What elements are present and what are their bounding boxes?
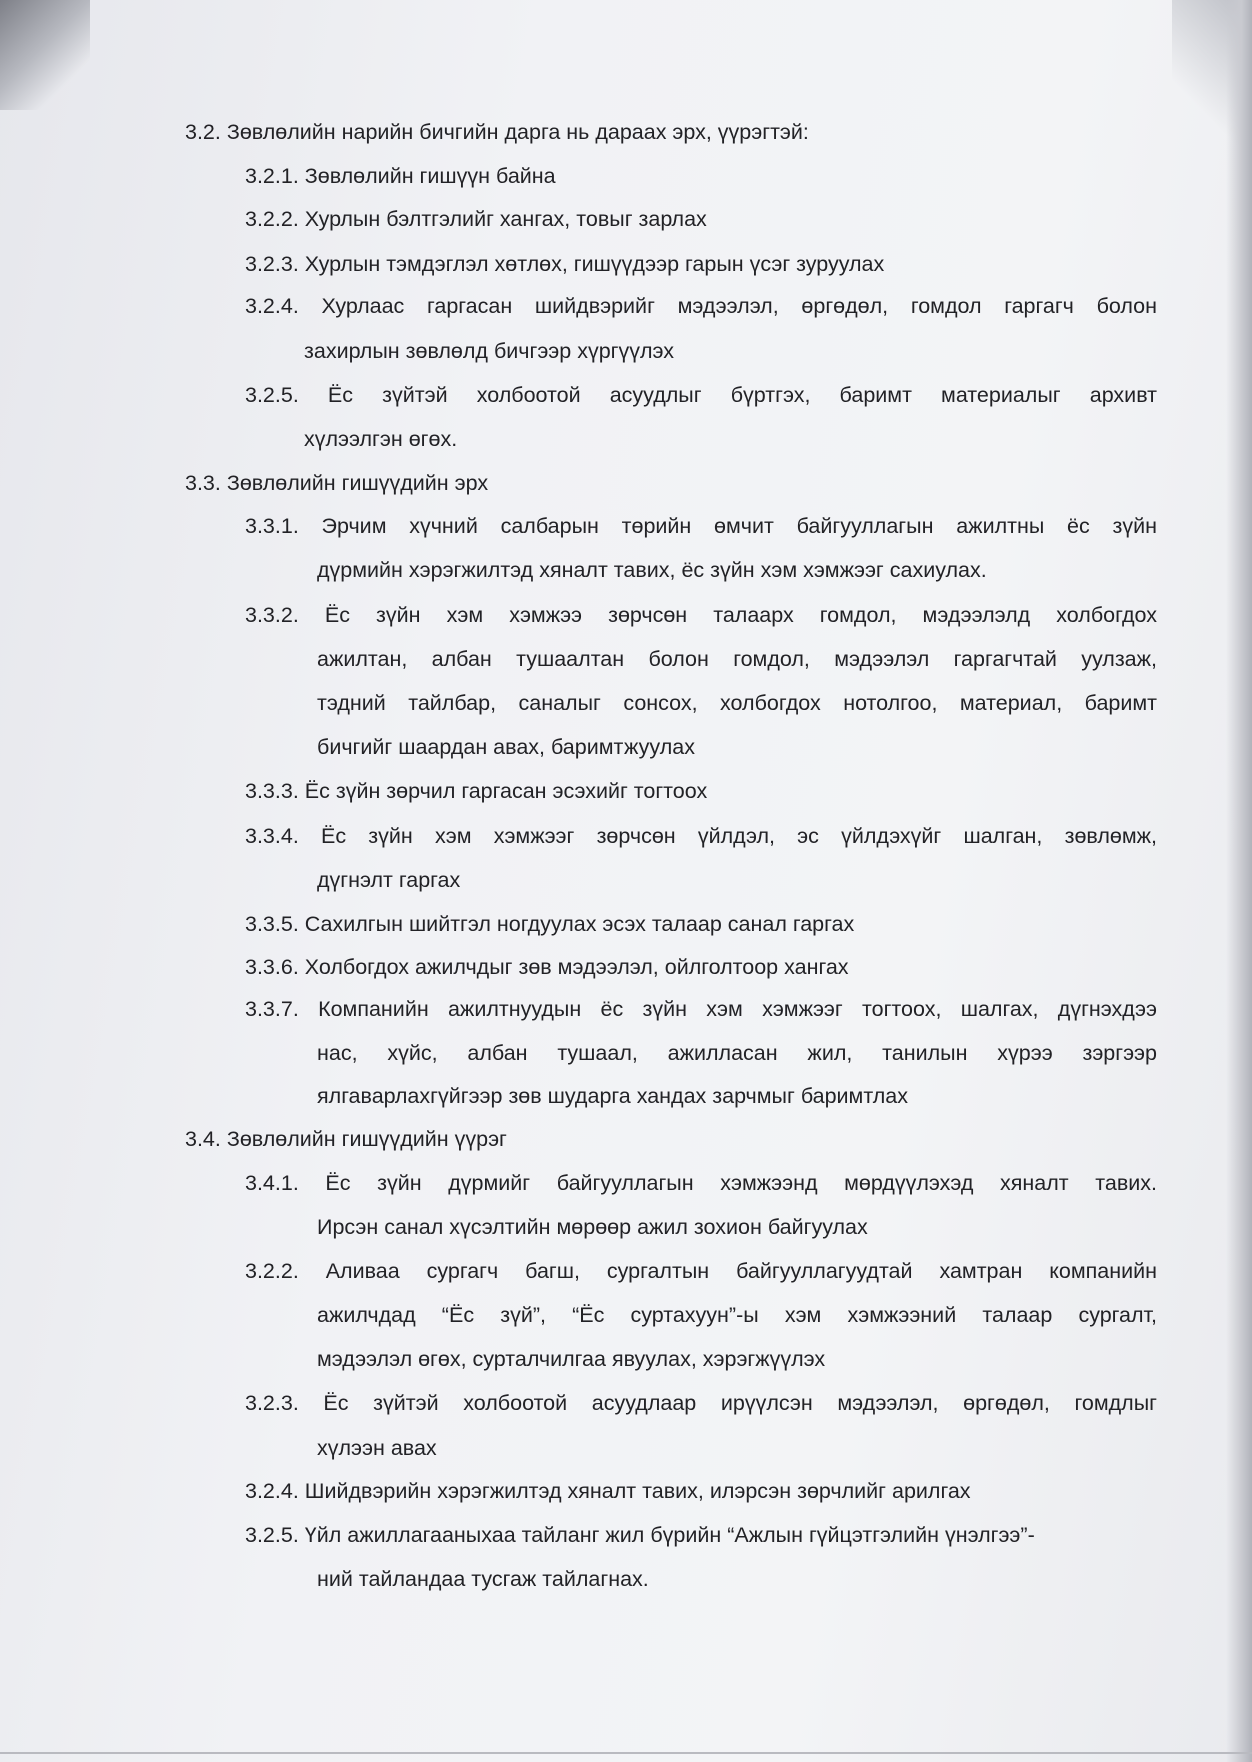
- clause-3-2-5-line-1: 3.2.5. Ёс зүйтэй холбоотой асуудлыг бүртгэх, баримт материалыг архивт: [245, 383, 1157, 407]
- clause-3-2-1: 3.2.1. Зөвлөлийн гишүүн байна: [245, 164, 556, 188]
- clause-3-2-4-line-2: захирлын зөвлөлд бичгээр хүргүүлэх: [304, 339, 675, 363]
- clause-3-4-5-line-2: ний тайландаа тусгаж тайлагнах.: [317, 1567, 649, 1591]
- scan-bottom-edge: [0, 1752, 1252, 1754]
- clause-3-4-3-line-1: 3.2.3. Ёс зүйтэй холбоотой асуудлаар ирүүлсэн мэдээлэл, өргөдөл, гомдлыг: [245, 1391, 1157, 1415]
- clause-3-3-6: 3.3.6. Холбогдох ажилчдыг зөв мэдээлэл, ойлголтоор хангах: [245, 955, 849, 979]
- clause-3-4-1-line-2: Ирсэн санал хүсэлтийн мөрөөр ажил зохион байгуулах: [317, 1215, 868, 1239]
- clause-3-2-3: 3.2.3. Хурлын тэмдэглэл хөтлөх, гишүүдээр гарын үсэг зуруулах: [245, 252, 885, 276]
- clause-3-4-3-line-2: хүлээн авах: [317, 1436, 437, 1460]
- clause-3-3-4-line-2: дүгнэлт гаргах: [317, 868, 461, 892]
- clause-3-4-2-line-3: мэдээлэл өгөх, сурталчилгаа явуулах, хэрэгжүүлэх: [317, 1347, 826, 1371]
- section-3-2-heading: 3.2. Зөвлөлийн нарийн бичгийн дарга нь дараах эрх, үүрэгтэй:: [185, 120, 809, 144]
- clause-3-4-4: 3.2.4. Шийдвэрийн хэрэгжилтэд хяналт тавих, илэрсэн зөрчлийг арилгах: [245, 1479, 971, 1503]
- clause-3-3-7-line-1: 3.3.7. Компанийн ажилтнуудын ёс зүйн хэм хэмжээг тогтоох, шалгах, дүгнэхдээ: [245, 997, 1157, 1021]
- clause-3-2-5-line-2: хүлээлгэн өгөх.: [304, 427, 458, 451]
- section-3-3-heading: 3.3. Зөвлөлийн гишүүдийн эрх: [185, 471, 489, 495]
- clause-3-3-2-line-2: ажилтан, албан тушаалтан болон гомдол, мэдээлэл гаргагчтай уулзаж,: [317, 647, 1157, 671]
- clause-3-4-2-line-2: ажилчдад “Ёс зүй”, “Ёс суртахуун”-ы хэм хэмжээний талаар сургалт,: [317, 1303, 1157, 1327]
- clause-3-4-1-line-1: 3.4.1. Ёс зүйн дүрмийг байгууллагын хэмжээнд мөрдүүлэхэд хяналт тавих.: [245, 1171, 1157, 1195]
- clause-3-2-4-line-1: 3.2.4. Хурлаас гаргасан шийдвэрийг мэдээлэл, өргөдөл, гомдол гаргагч болон: [245, 294, 1157, 318]
- scan-shadow-right-edge: [1226, 0, 1252, 1762]
- clause-3-3-1-line-2: дүрмийн хэрэгжилтэд хяналт тавих, ёс зүйн хэм хэмжээг сахиулах.: [317, 558, 987, 582]
- clause-3-4-5-line-1: 3.2.5. Үйл ажиллагааныхаа тайланг жил бүрийн “Ажлын гүйцэтгэлийн үнэлгээ”-: [245, 1523, 1035, 1547]
- clause-3-4-2-line-1: 3.2.2. Аливаа сургагч багш, сургалтын байгууллагуудтай хамтран компанийн: [245, 1259, 1157, 1283]
- clause-3-3-7-line-3: ялгаварлахгүйгээр зөв шударга хандах зарчмыг баримтлах: [317, 1084, 908, 1108]
- clause-3-3-5: 3.3.5. Сахилгын шийтгэл ногдуулах эсэх талаар санал гаргах: [245, 912, 855, 936]
- clause-3-3-3: 3.3.3. Ёс зүйн зөрчил гаргасан эсэхийг тогтоох: [245, 779, 708, 803]
- scan-shadow-top-left: [0, 0, 90, 110]
- clause-3-3-1-line-1: 3.3.1. Эрчим хүчний салбарын төрийн өмчит байгууллагын ажилтны ёс зүйн: [245, 514, 1157, 538]
- clause-3-2-2: 3.2.2. Хурлын бэлтгэлийг хангах, товыг зарлах: [245, 207, 707, 231]
- clause-3-3-2-line-1: 3.3.2. Ёс зүйн хэм хэмжээ зөрчсөн талаарх гомдол, мэдээлэлд холбогдох: [245, 603, 1157, 627]
- clause-3-3-2-line-3: тэдний тайлбар, саналыг сонсох, холбогдох нотолгоо, материал, баримт: [317, 691, 1157, 715]
- clause-3-3-7-line-2: нас, хүйс, албан тушаал, ажилласан жил, танилын хүрээ зэргээр: [317, 1041, 1157, 1065]
- section-3-4-heading: 3.4. Зөвлөлийн гишүүдийн үүрэг: [185, 1127, 507, 1151]
- clause-3-3-2-line-4: бичгийг шаардан авах, баримтжуулах: [317, 735, 695, 759]
- clause-3-3-4-line-1: 3.3.4. Ёс зүйн хэм хэмжээг зөрчсөн үйлдэл, эс үйлдэхүйг шалган, зөвлөмж,: [245, 824, 1157, 848]
